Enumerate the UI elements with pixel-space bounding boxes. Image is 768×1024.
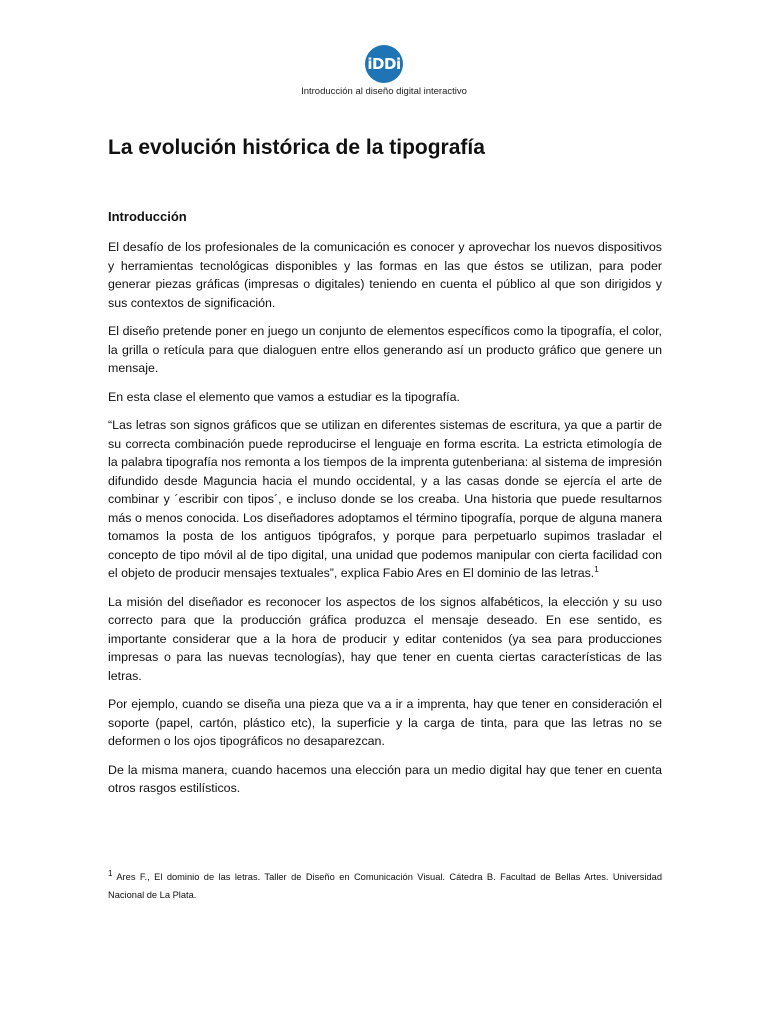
document-body xyxy=(108,238,662,808)
paragraph-3: En esta clase el elemento que vamos a estudiar es la tipografía. xyxy=(108,389,460,404)
iddi-logo: iDDi xyxy=(365,45,403,83)
quote-text: “Las letras son signos gráficos que se utilizan en diferentes sistemas de escritura, ya que a partir de su correcta combinación puede reproducirse el lenguaje en forma escrita. La estricta etimología de la palabra tipografía nos remonta a los tiempos de la imprenta gutenberiana: al sistema de impresión difundido desde Maguncia hacia el mundo occidental, y a las casas donde se ejercía el arte de combinar y ´escribir con tipos´, e incluso donde se los creaba. Una historia que puede resultarnos más o menos conocida. Los diseñadores adoptamos el término tipografía, porque de alguna manera tomamos la posta de los antiguos tipógrafos, y porque para perpetuarlo supimos trasladar el concepto de tipo móvil al de tipo digital, una unidad que podemos manipular con cierta facilidad con el objeto de producir mensajes textuales”, explica Fabio Ares en El dominio de las letras. xyxy=(108,418,662,580)
paragraph-6: Por ejemplo, cuando se diseña una pieza que va a ir a imprenta, hay que tener en consideración el soporte (papel, cartón, plástico etc), la superficie y la carga de tinta, para que las letras no se deformen o los ojos tipográficos no desaparezcan. xyxy=(108,697,662,748)
section-heading: Introducción xyxy=(108,209,187,224)
paragraph-5: La misión del diseñador es reconocer los aspectos de los signos alfabéticos, la elección y su uso correcto para que la producción gráfica produzca el mensaje deseado. En ese sentido, es importante considerar que a la hora de producir y editar contenidos (ya sea para producciones impresas o para las nuevas tecnologías), hay que tener en cuenta ciertas características de las letras. xyxy=(108,594,662,683)
paragraph-1: El desafío de los profesionales de la comunicación es conocer y aprovechar los nuevos dispositivos y herramientas tecnológicas disponibles y las formas en las que éstos se utilizan, para poder generar piezas gráficas (impresas o digitales) teniendo en cuenta el público al que son dirigidos y sus contextos de significación. xyxy=(108,240,662,310)
footnote xyxy=(108,869,662,904)
document-title: La evolución histórica de la tipografía xyxy=(108,136,485,159)
footnote-reference: 1 xyxy=(594,564,599,574)
footnote-text: Ares F., El dominio de las letras. Taller de Diseño en Comunicación Visual. Cátedra B. Facultad de Bellas Artes. Universidad Nacional de La Plata. xyxy=(108,872,662,900)
paragraph-7: De la misma manera, cuando hacemos una elección para un medio digital hay que tener en cuenta otros rasgos estilísticos. xyxy=(108,762,662,795)
paragraph-2: El diseño pretende poner en juego un conjunto de elementos específicos como la tipografía, el color, la grilla o retícula para que dialoguen entre ellos generando así un producto gráfico que genere un mensaje. xyxy=(108,324,662,375)
footnote-marker: 1 xyxy=(108,868,113,878)
course-subtitle: Introducción al diseño digital interactivo xyxy=(301,86,467,97)
quote-paragraph xyxy=(108,416,662,583)
